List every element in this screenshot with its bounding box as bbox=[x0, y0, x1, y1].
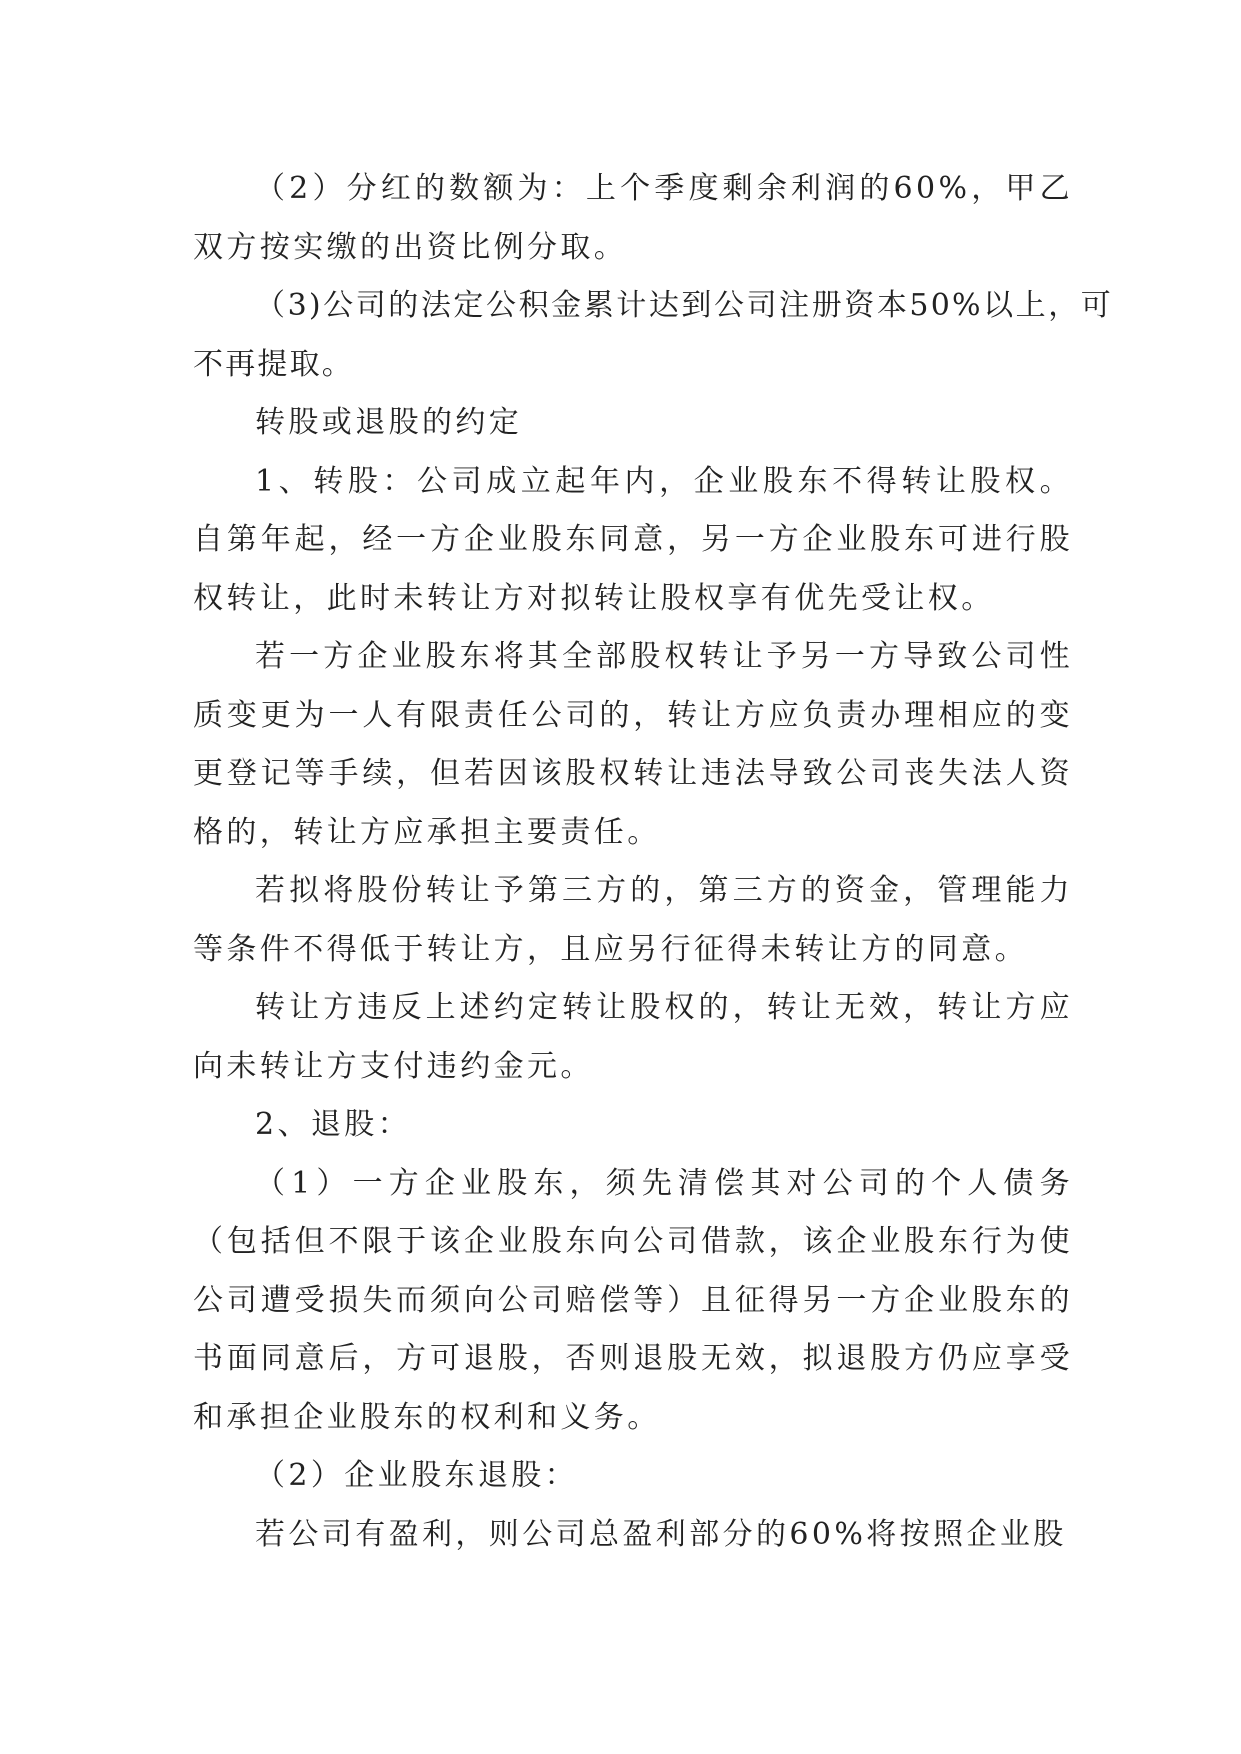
paragraph-withdrawal-conditions: （1）一方企业股东，须先清偿其对公司的个人债务（包括但不限于该企业股东向公司借款，该企业股东行为使公司遭受损失而须向公司赔偿等）且征得另一方企业股东的书面同意后，方可退股，否则退股无效，拟退股方仍应享受和承担企业股东的权利和义务。 bbox=[193, 1165, 1073, 1435]
paragraph-breach-penalty: 转让方违反上述约定转让股权的，转让无效，转让方应向未转让方支付违约金元。 bbox=[193, 990, 1073, 1084]
paragraph-third-party-transfer: 若拟将股份转让予第三方的，第三方的资金，管理能力等条件不得低于转让方，且应另行征得未转让方的同意。 bbox=[193, 873, 1073, 967]
paragraph-profit-distribution: 若公司有盈利，则公司总盈利部分的60%将按照企业股 bbox=[255, 1516, 1067, 1552]
paragraph-withdrawal-heading: （2）企业股东退股： bbox=[255, 1458, 579, 1493]
section-heading-share-transfer: 转股或退股的约定 bbox=[255, 405, 523, 440]
paragraph-share-transfer: 1、转股：公司成立起年内，企业股东不得转让股权。自第年起，经一方企业股东同意，另一方企业股东可进行股权转让，此时未转让方对拟转让股权享有优先受让权。 bbox=[193, 463, 1073, 616]
document-body bbox=[193, 160, 1113, 1564]
paragraph-reserve-fund: （3)公司的法定公积金累计达到公司注册资本50%以上，可不再提取。 bbox=[193, 288, 1113, 382]
paragraph-dividend-amount: （2）分红的数额为：上个季度剩余利润的60%，甲乙双方按实缴的出资比例分取。 bbox=[193, 171, 1073, 265]
section-heading-withdrawal: 2、退股： bbox=[255, 1107, 412, 1142]
paragraph-full-transfer: 若一方企业股东将其全部股权转让予另一方导致公司性质变更为一人有限责任公司的，转让方应负责办理相应的变更登记等手续，但若因该股权转让违法导致公司丧失法人资格的，转让方应承担主要责任。 bbox=[193, 639, 1073, 850]
